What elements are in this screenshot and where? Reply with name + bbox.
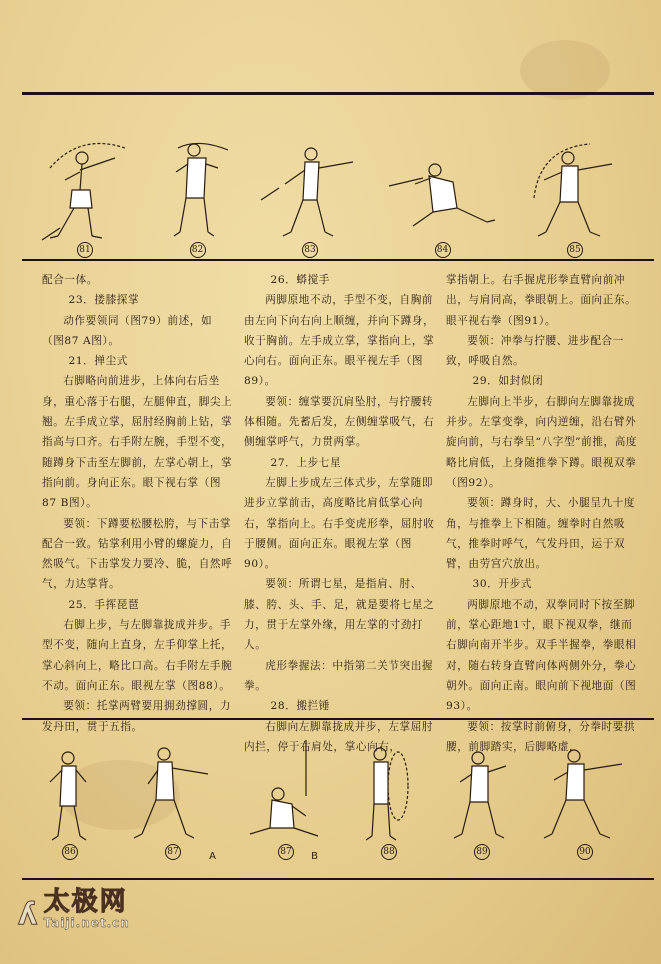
top-rule	[22, 92, 654, 95]
body-paragraph: 左脚向上半步，右脚向左脚靠拢成并步。左掌变拳，向内逆缠，沿右臂外旋向前，与右拳呈“八字型”前推，高度略比肩低，上身随推拳下蹲。眼视双拳（图92）。	[446, 395, 638, 489]
figure-sub-label: B	[311, 851, 318, 862]
watermark-logo-icon: ʎ	[18, 897, 38, 932]
section-heading: 25．手挥琵琶	[68, 598, 140, 611]
figure-87a	[128, 736, 218, 860]
martial-artist-illustration	[128, 736, 218, 848]
figure-rule	[22, 259, 654, 261]
body-paragraph: 要领：缠掌要沉肩坠肘，与拧腰转体相随。先蓄后发，左侧缠掌吸气，右侧缠掌呼气，力贯两掌。	[244, 395, 435, 449]
figure-86	[30, 736, 110, 860]
text-column-3	[446, 270, 638, 753]
figure-number: 90	[577, 844, 593, 860]
figure-number: 83	[302, 242, 318, 258]
body-paragraph: 左脚上步成左三体式步，左掌随即进步立掌前击，高度略比肩低掌心向右，掌指向上。右手变虎形拳，屈肘收于腰侧。面向正东。眼视左掌（图90）。	[244, 476, 435, 571]
text-column-2	[244, 270, 436, 753]
body-paragraph: 右脚略向前进步，上体向右后坐身，重心落于右腿，左腿伸直，脚尖上翘。左手成立掌，屈肘经胸前上钻，掌指高与口齐。右手附左腕，手型不变，随蹲身下击至左脚前，左掌心朝上，掌指向前。身向正东。眼下视右掌（图87 B图）。	[42, 375, 233, 510]
watermark-url: Taiji.net.cn	[43, 916, 130, 930]
body-paragraph: 掌指朝上。右手握虎形拳直臂向前冲出，与肩同高，拳眼朝上。面向正东。眼平视右拳（图91）。	[446, 274, 637, 327]
martial-artist-illustration	[540, 736, 630, 848]
martial-artist-illustration	[442, 736, 522, 848]
section-heading: 28．搬拦锤	[270, 700, 330, 713]
figure-88	[354, 736, 424, 860]
figure-number: 87	[165, 844, 181, 860]
body-paragraph: 配合一体。	[42, 274, 98, 286]
figure-number: 81	[77, 242, 93, 258]
figure-number: 89	[474, 844, 490, 860]
figure-number: 87	[278, 844, 294, 860]
section-heading: 27．上步七星	[270, 456, 342, 469]
watermark-name: 太极网	[43, 887, 128, 917]
body-paragraph: 两脚原地不动，双拳同时下按至脚前，掌心距地1寸，眼下视双拳，继而右脚向南开半步。双手半握拳，拳眼相对，随右转身直臂向体两侧外分，拳心朝外。面向正南。眼向前下视地面（图93）。	[446, 598, 637, 713]
text-columns	[42, 270, 638, 753]
body-paragraph: 要领：下蹲要松腰松胯，与下击掌配合一致。钻掌利用小臂的螺旋力，自然吸气。下击掌发力要冷、脆，自然呼气，力达掌背。	[42, 517, 233, 591]
paper-stain	[520, 40, 610, 100]
martial-artist-illustration	[255, 128, 365, 246]
body-paragraph: 右脚上步，与左脚靠拢成并步。手型不变，随向上直身，左手仰掌上托，掌心斜向上，略比口高。右手附左手腕不动。面向正东。眼视左掌（图88）。	[42, 619, 233, 692]
figure-sub-label: A	[209, 851, 216, 862]
figure-83	[255, 128, 365, 258]
figure-90	[540, 736, 630, 860]
figure-number: 82	[190, 242, 206, 258]
martial-artist-illustration	[236, 736, 336, 848]
figure-number: 88	[381, 844, 397, 860]
body-paragraph: 要领：托掌两臂要用拥劲撑圆，力发丹田，贯于五指。	[42, 700, 232, 733]
martial-artist-illustration	[520, 128, 630, 246]
section-heading: 29．如封似闭	[472, 375, 544, 388]
body-paragraph: 右脚向左脚靠拢成并步，左掌屈肘内拦，停于右肩处，掌心向右，	[244, 720, 434, 753]
text-column-1	[42, 270, 234, 733]
figure-85	[520, 128, 630, 258]
section-heading: 21．掸尘式	[68, 355, 128, 368]
top-figure-row	[30, 118, 630, 258]
figure-81	[30, 128, 140, 258]
figure-number: 84	[435, 242, 451, 258]
middle-rule	[22, 718, 654, 720]
body-paragraph: 要领：所谓七星，是指肩、肘、膝、胯、头、手、足，就是要将七星之力，贯于左掌外缘，用左掌的寸劲打人。	[244, 578, 435, 652]
figure-number: 86	[62, 844, 78, 860]
body-paragraph: 要领：蹲身时，大、小腿呈九十度角，与推拳上下相随。缠拳时自然吸气，推拳时呼气，气发丹田，运于双臂，由劳宫穴放出。	[446, 497, 636, 571]
section-heading: 26．蟒搅手	[270, 274, 330, 286]
section-heading: 23．搂膝探掌	[68, 294, 140, 307]
watermark-text	[44, 888, 130, 930]
site-watermark	[18, 888, 130, 930]
body-paragraph: 两脚原地不动，手型不变，自胸前由左向下向右向上顺缠，并向下蹲身，收于胸前。左手成立掌，掌指向上，掌心向右。面向正东。眼平视左手（图89）。	[244, 294, 435, 388]
martial-artist-illustration	[354, 736, 424, 848]
figure-82	[158, 128, 238, 258]
section-heading: 30．开步式	[472, 578, 532, 591]
martial-artist-illustration	[158, 128, 238, 246]
figure-87b	[236, 736, 336, 860]
body-paragraph: 要领：按掌时前俯身，分拳时要拱腰，前脚踏实，后脚略虚，	[446, 720, 636, 753]
martial-artist-illustration	[383, 128, 503, 246]
body-paragraph: 虎形拳握法：中指第二关节突出握拳。	[244, 659, 434, 692]
figure-84	[383, 128, 503, 258]
body-paragraph: 动作要领同（图79）前述，如（图87 A图）。	[42, 314, 213, 347]
figure-89	[442, 736, 522, 860]
bottom-figure-row	[30, 730, 630, 860]
body-paragraph: 要领：冲拳与拧腰、进步配合一致，呼吸自然。	[446, 334, 624, 368]
martial-artist-illustration	[30, 128, 140, 246]
martial-artist-illustration	[30, 736, 110, 848]
figure-number: 85	[567, 242, 583, 258]
bottom-rule	[22, 878, 654, 880]
